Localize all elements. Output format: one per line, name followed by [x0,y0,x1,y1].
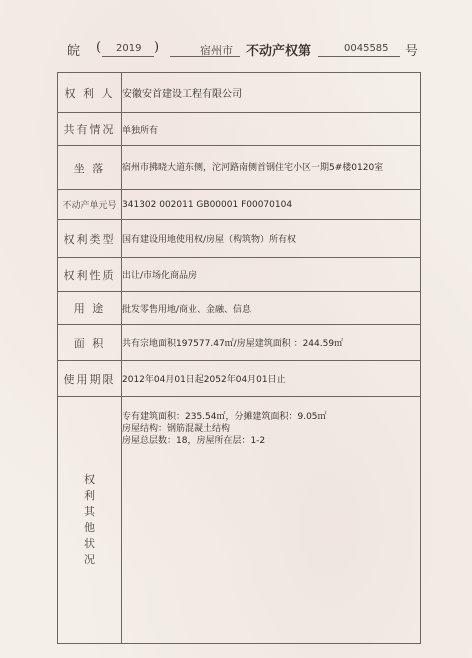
value-usage: 批发零售用地/商业、金融、信息 [122,292,421,325]
label-area: 面 积 [58,325,122,361]
header-year-underline [102,56,154,57]
row-right-nature [58,258,421,292]
label-other-char: 他 [84,521,95,534]
label-other [58,397,122,644]
value-unit-number: 341302 002011 GB00001 F00070104 [122,190,421,220]
label-other-char: 状 [84,537,95,550]
label-right-nature: 权利性质 [58,258,122,292]
header-paren-close: ) [154,40,160,55]
other-line-floors: 房屋总层数：18，房屋所在层：1-2 [122,436,266,446]
header-cert-number: 0045585 [344,43,389,54]
label-other-char: 其 [84,505,95,518]
row-period [58,361,421,397]
label-holder: 权 利 人 [58,73,122,113]
header-paren-open: ( [96,40,102,55]
label-usage: 用 途 [58,292,122,325]
header-title: 不动产权第 [246,44,312,59]
header-province: 皖 [67,44,81,59]
value-period: 2012年04月01日起2052年04月01日止 [122,361,421,397]
label-right-type: 权利类型 [58,220,122,258]
row-unit-number [58,190,421,220]
label-other-char: 利 [84,489,95,502]
rights-table [57,72,421,644]
header-city: 宿州市 [200,44,233,57]
label-other-char: 况 [84,553,95,566]
other-line-structure: 房屋结构：钢筋混凝土结构 [122,424,231,434]
header-number-underline [318,56,400,57]
label-other-char: 权 [84,473,95,486]
value-other [122,397,421,644]
label-period: 使用期限 [58,361,122,397]
label-unit-number: 不动产单元号 [58,190,122,220]
header-year: 2019 [116,43,142,54]
row-area [58,325,421,361]
label-location: 坐 落 [58,146,122,190]
row-other [58,397,421,644]
value-area: 共有宗地面积197577.47㎡/房屋建筑面积 ：244.59㎡ [122,325,421,361]
value-co-ownership: 单独所有 [122,113,421,146]
value-location: 宿州市拂晓大道东侧，沱河路南侧首钢住宅小区一期5#楼0120室 [122,146,421,190]
row-usage [58,292,421,325]
header-suffix: 号 [405,44,419,59]
row-location [58,146,421,190]
value-right-nature: 出让/市场化商品房 [122,258,421,292]
value-right-type: 国有建设用地使用权/房屋（构筑物）所有权 [122,220,421,258]
row-right-type [58,220,421,258]
label-co-ownership: 共有情况 [58,113,122,146]
value-holder: 安徽安首建设工程有限公司 [122,73,421,113]
row-holder [58,73,421,113]
other-line-area: 专有建筑面积：235.54㎡，分摊建筑面积：9.05㎡ [122,412,327,422]
label-other-vertical [84,472,96,568]
row-co-ownership [58,113,421,146]
